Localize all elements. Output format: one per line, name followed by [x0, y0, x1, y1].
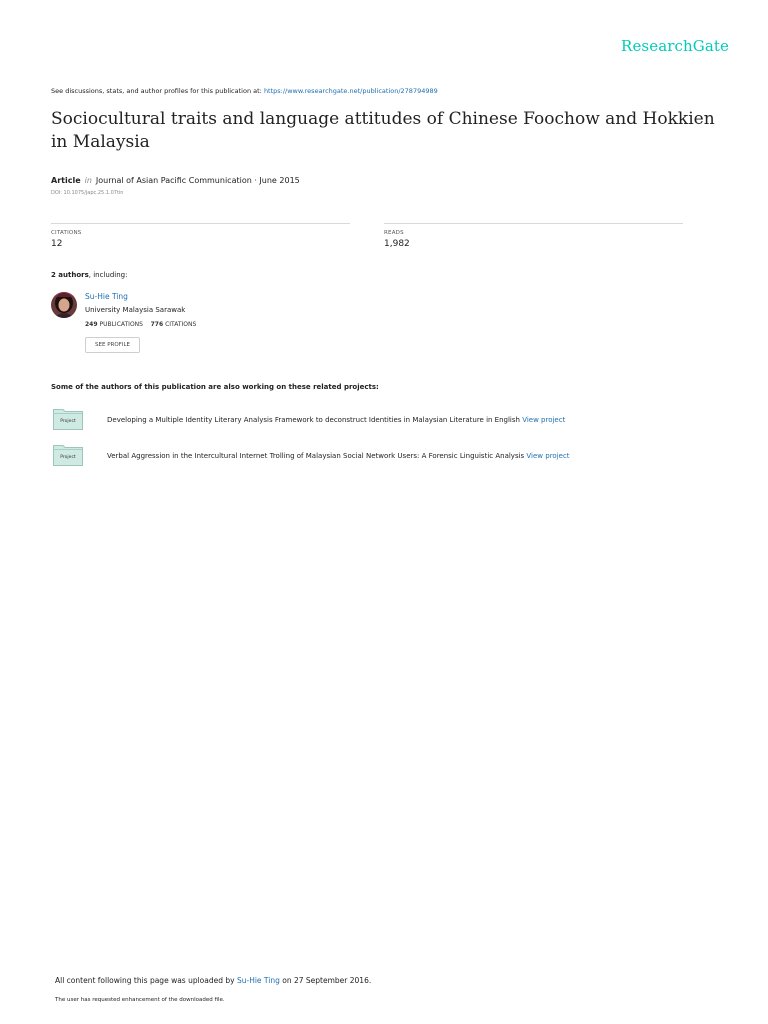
uploader-link[interactable]: Su-Hie Ting	[236, 976, 280, 985]
divider-left	[51, 223, 350, 224]
discussion-text: See discussions, stats, and author profiles for this publication at:	[51, 87, 264, 95]
see-profile-button[interactable]: SEE PROFILE	[85, 337, 140, 353]
publication-meta	[51, 176, 300, 185]
citations-label: CITATIONS	[51, 230, 82, 236]
upload-prefix: All content following this page was uploaded by	[55, 976, 237, 985]
author-citations-count: 776	[150, 321, 164, 328]
upload-suffix: on 27 September 2016.	[279, 976, 372, 985]
authors-including: , including:	[88, 271, 128, 279]
author-photo-icon	[51, 292, 77, 318]
project-label: Project	[60, 419, 76, 424]
related-projects-heading: Some of the authors of this publication are also working on these related projects:	[51, 383, 379, 391]
divider-right	[384, 223, 683, 224]
discussion-line	[51, 87, 438, 95]
author-citations-label: CITATIONS	[165, 321, 197, 328]
reads-label: READS	[384, 230, 404, 236]
author-publications-count: 249	[85, 321, 98, 328]
view-project-link[interactable]: View project	[526, 452, 570, 460]
journal-info: Journal of Asian Pacific Communication · June 2015	[95, 176, 300, 185]
project-label: Project	[60, 455, 76, 460]
project-folder-icon	[53, 445, 83, 465]
enhancement-note: The user has requested enhancement of the downloaded file.	[55, 997, 225, 1003]
project-folder-icon	[53, 409, 83, 429]
view-project-link[interactable]: View project	[522, 416, 566, 424]
avatar[interactable]	[51, 292, 77, 318]
doi: DOI: 10.1075/japc.25.1.07tin	[51, 190, 124, 196]
authors-count: 2 authors	[51, 271, 89, 279]
author-stats	[85, 321, 196, 328]
researchgate-logo[interactable]: ResearchGate	[621, 37, 729, 55]
reads-count: 1,982	[384, 239, 410, 249]
publication-url-link[interactable]: https://www.researchgate.net/publication/278794989	[263, 87, 438, 95]
upload-note	[55, 976, 371, 985]
list-item	[107, 452, 570, 460]
publication-type: Article	[51, 176, 81, 185]
author-name-link[interactable]: Su-Hie Ting	[85, 292, 128, 301]
page-title: Sociocultural traits and language attitudes of Chinese Foochow and Hokkien in Malaysia	[51, 109, 715, 152]
project-title: Developing a Multiple Identity Literary Analysis Framework to deconstruct Identities in Malaysian Literature in English	[107, 416, 520, 424]
citations-count: 12	[51, 239, 63, 249]
author-institution: University Malaysia Sarawak	[85, 306, 186, 314]
project-title: Verbal Aggression in the Intercultural Internet Trolling of Malaysian Social Network Users: A Forensic Linguistic Analysis	[107, 452, 525, 460]
author-publications-label: PUBLICATIONS	[99, 321, 143, 328]
list-item	[107, 416, 565, 424]
authors-heading	[51, 271, 127, 279]
in-label: in	[84, 176, 92, 185]
